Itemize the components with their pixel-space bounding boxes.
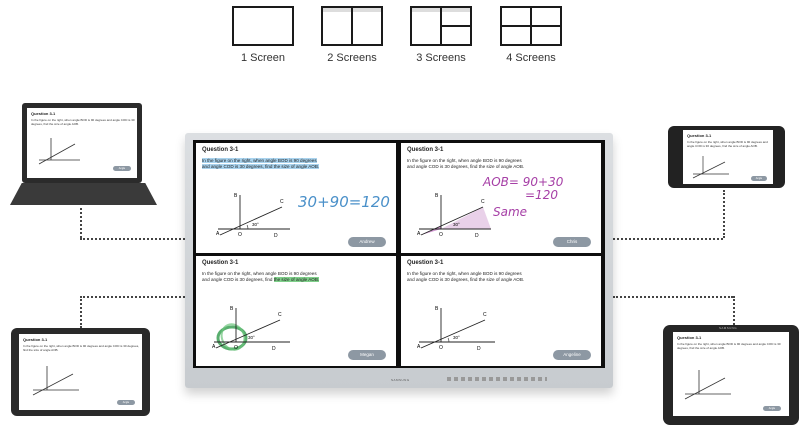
panel-chris-label-a: A [417,231,421,237]
layout-label-2-screens: 2 Screens [327,52,377,64]
tablet-left-angle-figure [31,362,81,398]
connector-laptop-h [80,238,185,240]
phone-question-line2: and angle COD is 30 degrees, find the size of angle AOB. [687,140,768,148]
panel-andrew-question [202,158,390,171]
connector-tablet-left-v [80,296,82,328]
panel-chris-angle-figure [415,189,493,241]
phone-question-title: Question 3-1 [687,133,712,138]
panel-megan-student-button[interactable]: Megan [348,350,386,360]
panel-chris-question [407,158,595,171]
laptop-device [22,103,142,183]
layout-label-4-screens: 4 Screens [506,52,556,64]
laptop-question-line1: In the figure on the right, when angle BOD is 90 degrees [31,118,106,122]
three-screen-layout-icon[interactable] [410,6,472,46]
laptop-question-text [31,118,136,126]
four-screen-layout-icon[interactable] [500,6,562,46]
tablet-left-question-text [23,344,140,352]
panel-chris-annotation-1: AOB= 90+30 [483,175,564,189]
panel-megan-title: Question 3-1 [202,260,239,266]
panel-megan-label-o: O [234,345,238,351]
panel-andrew[interactable] [196,143,396,253]
tablet-left-question-line1: In the figure on the right, when angle BOD is 90 degrees [23,344,98,348]
tablet-right-question-text [677,342,787,350]
single-screen-layout-icon[interactable] [232,6,294,46]
tablet-left-device [11,328,150,416]
panel-angeline-angle-label: 30° [453,335,460,340]
tablet-right-brand: SAMSUNG [719,326,737,330]
panel-andrew-label-d: D [274,233,278,239]
panel-megan-label-a: A [212,344,216,350]
panel-megan[interactable] [196,256,396,366]
panel-megan-label-b: B [230,306,234,312]
display-brand: SAMSUNG [391,378,410,382]
panel-megan-angle-label: 30° [248,335,255,340]
panel-chris-annotation-2: =120 [525,188,558,202]
tablet-right-student-button[interactable]: Angle [763,406,781,411]
panel-chris-student-button[interactable]: Chris [553,237,591,247]
panel-angeline-label-a: A [417,344,421,350]
laptop-question-line2: and angle COD is 30 degrees, find the size of angle AOB. [31,118,135,126]
panel-andrew-title: Question 3-1 [202,147,239,153]
panel-chris-line1: In the figure on the right, when angle BOD is 90 degrees [407,158,522,163]
tablet-right-question-line2: and angle COD is 30 degrees, find the size of angle AOB. [677,342,781,350]
phone-question-text [687,140,773,148]
connector-tablet-right-v [733,296,735,328]
panel-megan-angle-figure [210,300,294,356]
panel-angeline-line2: and angle COD is 30 degrees, find the size of angle AOB. [407,277,525,283]
panel-megan-label-d: D [272,346,276,352]
tablet-right-question-line1: In the figure on the right, when angle BOD is 90 degrees [677,342,752,346]
connector-laptop-v [80,208,82,238]
tablet-left-question-title: Question 3-1 [23,337,48,342]
tablet-right-angle-figure [683,366,733,402]
panel-angeline-title: Question 3-1 [407,260,444,266]
panel-angeline-label-d: D [477,346,481,352]
connector-phone-h [613,238,723,240]
panel-chris-annotation-3: Same [493,205,528,219]
panel-angeline-label-o: O [439,345,443,351]
panel-megan-line2-highlight: the size of angle AOB. [273,277,320,283]
tablet-right-question-title: Question 3-1 [677,335,702,340]
panel-andrew-label-o: O [238,232,242,238]
panel-chris-angle-label: 30° [453,222,460,227]
phone-student-button[interactable]: Angle [751,176,767,181]
panel-chris-label-c: C [481,199,485,205]
panel-megan-label-c: C [278,312,282,318]
panel-andrew-student-button[interactable]: Andrew [348,237,386,247]
panel-angeline-label-b: B [435,306,439,312]
panel-megan-question [202,271,390,284]
tablet-right-device [663,325,799,425]
display-screen [193,140,605,368]
phone-question-line1: In the figure on the right, when angle BOD is 90 degrees [687,140,762,144]
panel-andrew-label-c: C [280,199,284,205]
panel-angeline-label-c: C [483,312,487,318]
panel-chris-label-o: O [439,232,443,238]
panel-andrew-label-b: B [234,193,238,199]
panel-angeline-angle-figure [415,300,499,356]
panel-andrew-angle-label: 30° [252,222,259,227]
panel-chris-line2: and angle COD is 30 degrees, find the size of angle AOB. [407,164,525,170]
layout-label-1-screen: 1 Screen [240,52,286,64]
panel-andrew-line1: In the figure on the right, when angle BOD is 90 degrees [202,158,317,163]
tablet-right-screen [673,332,789,416]
panel-andrew-line2: and angle COD is 30 degrees, find the size of angle AOB. [202,164,320,170]
panel-chris[interactable] [401,143,601,253]
panel-chris-label-d: D [475,233,479,239]
panel-andrew-annotation: 30+90=120 [298,193,390,211]
laptop-question-title: Question 3-1 [31,111,56,116]
laptop-screen [27,108,137,178]
interactive-display [185,133,613,388]
panel-megan-line1: In the figure on the right, when angle BOD is 90 degrees [202,271,317,276]
panel-andrew-angle-figure [214,189,292,241]
tablet-left-student-button[interactable]: Angle [117,400,135,405]
tablet-left-question-line2: and angle COD is 30 degrees, find the size of angle AOB. [23,344,140,352]
connector-tablet-left-h [80,296,185,298]
phone-screen [683,130,773,184]
laptop-student-button[interactable]: Angle [113,166,131,171]
connector-phone-v [723,190,725,238]
panel-andrew-label-a: A [216,231,220,237]
laptop-angle-figure [37,134,82,166]
panel-angeline-line1: In the figure on the right, when angle BOD is 90 degrees [407,271,522,276]
tablet-left-screen [19,334,142,410]
panel-angeline-question [407,271,595,284]
phone-device [668,126,785,188]
display-ports [447,377,547,381]
layout-label-3-screens: 3 Screens [416,52,466,64]
two-screen-layout-icon[interactable] [321,6,383,46]
panel-chris-title: Question 3-1 [407,147,444,153]
laptop-base [10,183,157,205]
panel-angeline-student-button[interactable]: Angeline [553,350,591,360]
panel-angeline[interactable] [401,256,601,366]
panel-megan-line2-pre: and angle COD is 30 degrees, find [202,277,273,283]
panel-chris-label-b: B [435,193,439,199]
phone-angle-figure [691,154,731,180]
connector-tablet-right-h [613,296,733,298]
